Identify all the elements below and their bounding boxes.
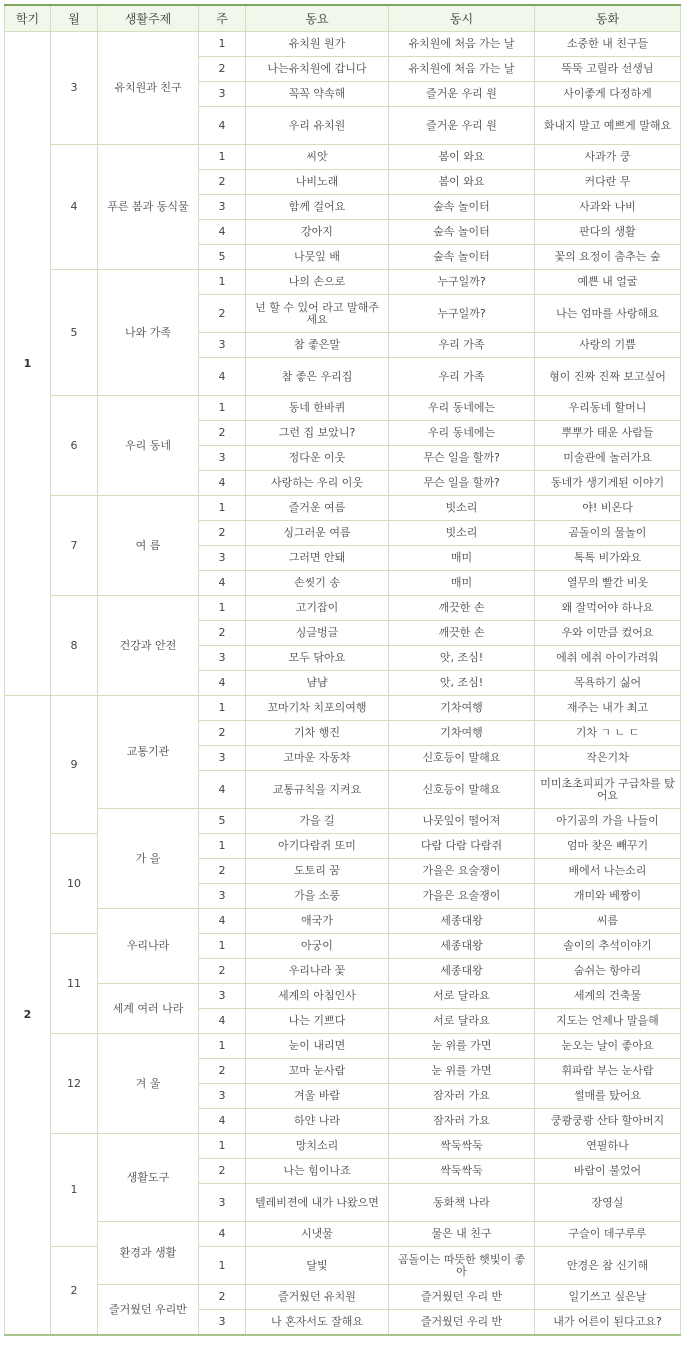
header-semester: 학기 <box>5 5 51 32</box>
week-cell: 3 <box>199 333 246 358</box>
week-cell: 2 <box>199 1285 246 1310</box>
poem-cell: 서로 달라요 <box>389 1009 535 1034</box>
story-cell: 눈오는 날이 좋아요 <box>535 1034 681 1059</box>
story-cell: 일기쓰고 싶은날 <box>535 1285 681 1310</box>
week-cell: 4 <box>199 571 246 596</box>
song-cell: 겨울 바람 <box>246 1084 389 1109</box>
curriculum-table <box>4 4 681 1336</box>
poem-cell: 눈 위를 가면 <box>389 1034 535 1059</box>
poem-cell: 동화책 나라 <box>389 1184 535 1222</box>
song-cell: 유치원 원가 <box>246 32 389 57</box>
song-cell: 아기다람쥐 또미 <box>246 834 389 859</box>
story-cell: 미술관에 놀러가요 <box>535 446 681 471</box>
song-cell: 싱글벙글 <box>246 621 389 646</box>
song-cell: 나비노래 <box>246 170 389 195</box>
header-week: 주 <box>199 5 246 32</box>
song-cell: 동네 한바퀴 <box>246 396 389 421</box>
story-cell: 소중한 내 친구들 <box>535 32 681 57</box>
story-cell: 에취 에취 아이가려워 <box>535 646 681 671</box>
week-cell: 1 <box>199 834 246 859</box>
song-cell: 교통규칙을 지켜요 <box>246 771 389 809</box>
story-cell: 동네가 생기게된 이야기 <box>535 471 681 496</box>
poem-cell: 싹둑싹둑 <box>389 1134 535 1159</box>
story-cell: 우리동네 할머니 <box>535 396 681 421</box>
poem-cell: 잠자러 가요 <box>389 1109 535 1134</box>
poem-cell: 눈 위를 가면 <box>389 1059 535 1084</box>
story-cell: 야! 비온다 <box>535 496 681 521</box>
week-cell: 2 <box>199 521 246 546</box>
week-cell: 1 <box>199 396 246 421</box>
theme-cell: 건강과 안전 <box>98 596 199 696</box>
poem-cell: 숲속 놀이터 <box>389 220 535 245</box>
poem-cell: 무슨 일을 할까? <box>389 446 535 471</box>
week-cell: 1 <box>199 1134 246 1159</box>
month-cell: 8 <box>51 596 98 696</box>
poem-cell: 앗, 조심! <box>389 671 535 696</box>
month-cell: 9 <box>51 696 98 834</box>
song-cell: 하얀 나라 <box>246 1109 389 1134</box>
poem-cell: 우리 가족 <box>389 358 535 396</box>
poem-cell: 나뭇잎이 떨어져 <box>389 809 535 834</box>
song-cell: 시냇물 <box>246 1222 389 1247</box>
song-cell: 즐거운 여름 <box>246 496 389 521</box>
story-cell: 장영실 <box>535 1184 681 1222</box>
week-cell: 4 <box>199 1109 246 1134</box>
poem-cell: 가을은 요술쟁이 <box>389 884 535 909</box>
week-cell: 4 <box>199 909 246 934</box>
story-cell: 뿌뿌가 태운 사람들 <box>535 421 681 446</box>
song-cell: 세계의 아침인사 <box>246 984 389 1009</box>
story-cell: 커다란 무 <box>535 170 681 195</box>
theme-cell: 푸른 봄과 동식물 <box>98 145 199 270</box>
month-cell: 12 <box>51 1034 98 1134</box>
header-row <box>5 5 681 32</box>
week-cell: 2 <box>199 721 246 746</box>
song-cell: 가을 길 <box>246 809 389 834</box>
table-row <box>5 1222 681 1247</box>
week-cell: 4 <box>199 771 246 809</box>
poem-cell: 신호등이 말해요 <box>389 771 535 809</box>
week-cell: 3 <box>199 984 246 1009</box>
week-cell: 2 <box>199 57 246 82</box>
month-cell: 1 <box>51 1134 98 1247</box>
theme-cell: 가 을 <box>98 809 199 909</box>
song-cell: 눈이 내리면 <box>246 1034 389 1059</box>
story-cell: 바람이 불었어 <box>535 1159 681 1184</box>
story-cell: 왜 잘먹어야 하나요 <box>535 596 681 621</box>
story-cell: 뚝뚝 고릴라 선생님 <box>535 57 681 82</box>
theme-cell: 유치원과 친구 <box>98 32 199 145</box>
story-cell: 기차 ㄱ ㄴ ㄷ <box>535 721 681 746</box>
poem-cell: 세종대왕 <box>389 909 535 934</box>
song-cell: 냠냠 <box>246 671 389 696</box>
theme-cell: 환경과 생활 <box>98 1222 199 1285</box>
table-row <box>5 1285 681 1310</box>
story-cell: 미미초초피피가 구급차를 탔어요 <box>535 771 681 809</box>
poem-cell: 유치원에 처음 가는 날 <box>389 57 535 82</box>
poem-cell: 잠자러 가요 <box>389 1084 535 1109</box>
month-cell: 7 <box>51 496 98 596</box>
song-cell: 그러면 안돼 <box>246 546 389 571</box>
song-cell: 사랑하는 우리 이웃 <box>246 471 389 496</box>
song-cell: 참 좋은 우리집 <box>246 358 389 396</box>
poem-cell: 깨끗한 손 <box>389 621 535 646</box>
week-cell: 1 <box>199 1247 246 1285</box>
story-cell: 엄마 찾은 빼꾸기 <box>535 834 681 859</box>
song-cell: 기차 행진 <box>246 721 389 746</box>
week-cell: 1 <box>199 1034 246 1059</box>
story-cell: 안경은 참 신기해 <box>535 1247 681 1285</box>
song-cell: 모두 닦아요 <box>246 646 389 671</box>
table-row <box>5 1034 681 1059</box>
poem-cell: 즐거웠던 우리 반 <box>389 1310 535 1336</box>
table-row <box>5 596 681 621</box>
song-cell: 강아지 <box>246 220 389 245</box>
week-cell: 4 <box>199 107 246 145</box>
table-row <box>5 984 681 1009</box>
song-cell: 꼭꼭 약속해 <box>246 82 389 107</box>
theme-cell: 나와 가족 <box>98 270 199 396</box>
story-cell: 나는 엄마를 사랑해요 <box>535 295 681 333</box>
song-cell: 정다운 이웃 <box>246 446 389 471</box>
poem-cell: 즐거운 우리 원 <box>389 82 535 107</box>
poem-cell: 즐거운 우리 원 <box>389 107 535 145</box>
week-cell: 3 <box>199 1084 246 1109</box>
theme-cell: 즐거웠던 우리반 <box>98 1285 199 1336</box>
poem-cell: 곰돌이는 따뜻한 햇빛이 좋아 <box>389 1247 535 1285</box>
story-cell: 열무의 빨간 비옷 <box>535 571 681 596</box>
story-cell: 연필하나 <box>535 1134 681 1159</box>
song-cell: 나 혼자서도 잘해요 <box>246 1310 389 1336</box>
story-cell: 배에서 나는소리 <box>535 859 681 884</box>
semester-cell: 2 <box>5 696 51 1336</box>
story-cell: 휘파람 부는 눈사람 <box>535 1059 681 1084</box>
song-cell: 나뭇잎 배 <box>246 245 389 270</box>
song-cell: 우리 유치원 <box>246 107 389 145</box>
week-cell: 5 <box>199 809 246 834</box>
story-cell: 곰돌이의 물놀이 <box>535 521 681 546</box>
header-story: 동화 <box>535 5 681 32</box>
song-cell: 나는유치원에 갑니다 <box>246 57 389 82</box>
week-cell: 1 <box>199 32 246 57</box>
month-cell: 10 <box>51 834 98 934</box>
week-cell: 1 <box>199 596 246 621</box>
theme-cell: 생활도구 <box>98 1134 199 1222</box>
week-cell: 2 <box>199 859 246 884</box>
story-cell: 썰매를 탔어요 <box>535 1084 681 1109</box>
header-song: 동요 <box>246 5 389 32</box>
week-cell: 3 <box>199 884 246 909</box>
table-row <box>5 145 681 170</box>
week-cell: 2 <box>199 1059 246 1084</box>
poem-cell: 신호등이 말해요 <box>389 746 535 771</box>
week-cell: 2 <box>199 295 246 333</box>
theme-cell: 우리나라 <box>98 909 199 984</box>
story-cell: 구슬이 데구루루 <box>535 1222 681 1247</box>
story-cell: 사이좋게 다정하게 <box>535 82 681 107</box>
story-cell: 재주는 내가 최고 <box>535 696 681 721</box>
poem-cell: 빗소리 <box>389 496 535 521</box>
week-cell: 3 <box>199 446 246 471</box>
poem-cell: 무슨 일을 할까? <box>389 471 535 496</box>
song-cell: 씨앗 <box>246 145 389 170</box>
poem-cell: 봄이 와요 <box>389 170 535 195</box>
story-cell: 사랑의 기쁨 <box>535 333 681 358</box>
story-cell: 화내지 말고 예쁘게 말해요 <box>535 107 681 145</box>
story-cell: 내가 어른이 된다고요? <box>535 1310 681 1336</box>
poem-cell: 싹둑싹둑 <box>389 1159 535 1184</box>
story-cell: 예쁜 내 얼굴 <box>535 270 681 295</box>
theme-cell: 우리 동네 <box>98 396 199 496</box>
poem-cell: 매미 <box>389 546 535 571</box>
poem-cell: 누구일까? <box>389 295 535 333</box>
story-cell: 톡톡 비가와요 <box>535 546 681 571</box>
poem-cell: 기차여행 <box>389 721 535 746</box>
story-cell: 세계의 건축물 <box>535 984 681 1009</box>
poem-cell: 즐거웠던 우리 반 <box>389 1285 535 1310</box>
song-cell: 손씻기 송 <box>246 571 389 596</box>
poem-cell: 가을은 요술쟁이 <box>389 859 535 884</box>
week-cell: 4 <box>199 471 246 496</box>
song-cell: 우리나라 꽃 <box>246 959 389 984</box>
story-cell: 꽃의 요정이 춤추는 숲 <box>535 245 681 270</box>
week-cell: 2 <box>199 1159 246 1184</box>
story-cell: 형이 진짜 진짜 보고싶어 <box>535 358 681 396</box>
table-row <box>5 696 681 721</box>
story-cell: 사과가 쿵 <box>535 145 681 170</box>
semester-cell: 1 <box>5 32 51 696</box>
poem-cell: 우리 동네에는 <box>389 396 535 421</box>
week-cell: 3 <box>199 546 246 571</box>
week-cell: 4 <box>199 220 246 245</box>
poem-cell: 숲속 놀이터 <box>389 245 535 270</box>
week-cell: 3 <box>199 646 246 671</box>
poem-cell: 봄이 와요 <box>389 145 535 170</box>
story-cell: 아기곰의 가을 나들이 <box>535 809 681 834</box>
song-cell: 고마운 자동차 <box>246 746 389 771</box>
header-month: 월 <box>51 5 98 32</box>
song-cell: 나는 힘이나죠 <box>246 1159 389 1184</box>
song-cell: 넌 할 수 있어 라고 말해주세요 <box>246 295 389 333</box>
poem-cell: 누구일까? <box>389 270 535 295</box>
song-cell: 도토리 꿈 <box>246 859 389 884</box>
story-cell: 판다의 생활 <box>535 220 681 245</box>
week-cell: 4 <box>199 1009 246 1034</box>
month-cell: 2 <box>51 1247 98 1336</box>
week-cell: 5 <box>199 245 246 270</box>
poem-cell: 빗소리 <box>389 521 535 546</box>
header-poem: 동시 <box>389 5 535 32</box>
story-cell: 개미와 베짱이 <box>535 884 681 909</box>
week-cell: 1 <box>199 496 246 521</box>
story-cell: 솔이의 추석이야기 <box>535 934 681 959</box>
table-row <box>5 396 681 421</box>
poem-cell: 우리 동네에는 <box>389 421 535 446</box>
week-cell: 3 <box>199 82 246 107</box>
song-cell: 나의 손으로 <box>246 270 389 295</box>
poem-cell: 매미 <box>389 571 535 596</box>
table-row <box>5 809 681 834</box>
theme-cell: 세계 여러 나라 <box>98 984 199 1034</box>
week-cell: 1 <box>199 934 246 959</box>
month-cell: 5 <box>51 270 98 396</box>
song-cell: 텔레비젼에 내가 나왔으면 <box>246 1184 389 1222</box>
song-cell: 달빛 <box>246 1247 389 1285</box>
song-cell: 즐거웠던 유치원 <box>246 1285 389 1310</box>
story-cell: 씨름 <box>535 909 681 934</box>
song-cell: 그런 집 보았니? <box>246 421 389 446</box>
table-row <box>5 909 681 934</box>
poem-cell: 깨끗한 손 <box>389 596 535 621</box>
song-cell: 애국가 <box>246 909 389 934</box>
poem-cell: 세종대왕 <box>389 959 535 984</box>
song-cell: 망치소리 <box>246 1134 389 1159</box>
week-cell: 3 <box>199 746 246 771</box>
week-cell: 1 <box>199 696 246 721</box>
week-cell: 2 <box>199 170 246 195</box>
month-cell: 3 <box>51 32 98 145</box>
song-cell: 싱그러운 여름 <box>246 521 389 546</box>
month-cell: 6 <box>51 396 98 496</box>
poem-cell: 기차여행 <box>389 696 535 721</box>
poem-cell: 유치원에 처음 가는 날 <box>389 32 535 57</box>
week-cell: 3 <box>199 1310 246 1336</box>
story-cell: 쿵쾅쿵쾅 산타 할아버지 <box>535 1109 681 1134</box>
curriculum-table-wrapper <box>4 4 680 1336</box>
song-cell: 가을 소풍 <box>246 884 389 909</box>
week-cell: 4 <box>199 358 246 396</box>
month-cell: 4 <box>51 145 98 270</box>
week-cell: 1 <box>199 145 246 170</box>
week-cell: 2 <box>199 421 246 446</box>
month-cell: 11 <box>51 934 98 1034</box>
table-row <box>5 1134 681 1159</box>
week-cell: 2 <box>199 621 246 646</box>
theme-cell: 교통기관 <box>98 696 199 809</box>
table-row <box>5 32 681 57</box>
story-cell: 작은기차 <box>535 746 681 771</box>
poem-cell: 물은 내 친구 <box>389 1222 535 1247</box>
poem-cell: 앗, 조심! <box>389 646 535 671</box>
theme-cell: 겨 울 <box>98 1034 199 1134</box>
poem-cell: 다람 다람 다람쥐 <box>389 834 535 859</box>
week-cell: 4 <box>199 1222 246 1247</box>
story-cell: 숨쉬는 항아리 <box>535 959 681 984</box>
story-cell: 지도는 언제나 말을해 <box>535 1009 681 1034</box>
poem-cell: 서로 달라요 <box>389 984 535 1009</box>
song-cell: 아궁이 <box>246 934 389 959</box>
week-cell: 3 <box>199 1184 246 1222</box>
week-cell: 3 <box>199 195 246 220</box>
song-cell: 참 좋은말 <box>246 333 389 358</box>
week-cell: 2 <box>199 959 246 984</box>
theme-cell: 여 름 <box>98 496 199 596</box>
poem-cell: 우리 가족 <box>389 333 535 358</box>
poem-cell: 숲속 놀이터 <box>389 195 535 220</box>
story-cell: 사과와 나비 <box>535 195 681 220</box>
song-cell: 나는 기쁘다 <box>246 1009 389 1034</box>
song-cell: 함께 걸어요 <box>246 195 389 220</box>
song-cell: 꼬마 눈사람 <box>246 1059 389 1084</box>
song-cell: 고기잡이 <box>246 596 389 621</box>
story-cell: 목욕하기 싫어 <box>535 671 681 696</box>
header-theme: 생활주제 <box>98 5 199 32</box>
week-cell: 4 <box>199 671 246 696</box>
table-row <box>5 270 681 295</box>
poem-cell: 세종대왕 <box>389 934 535 959</box>
week-cell: 1 <box>199 270 246 295</box>
song-cell: 꼬마기차 치포의여행 <box>246 696 389 721</box>
story-cell: 우와 이만큼 컸어요 <box>535 621 681 646</box>
table-row <box>5 496 681 521</box>
